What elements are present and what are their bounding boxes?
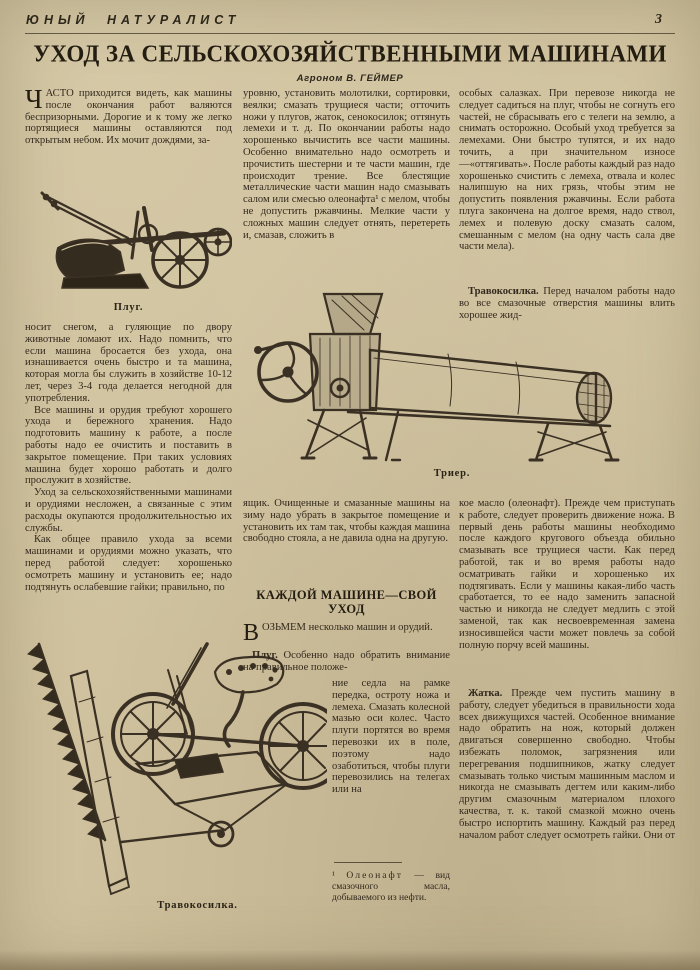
section-subhead: КАЖДОЙ МАШИНЕ—СВОЙ УХОД (256, 588, 437, 616)
paragraph-text: ние седла на рамке передка, остроту ножа и лемеха. Смазать колесной мазью оси колес. Часто плуги портятся во время перевозки их в поле, поэтому надо озаботиться, чтобы плуги перевозились на телегах или на (332, 678, 450, 796)
plow-illustration (28, 186, 232, 296)
footnote-rule (334, 862, 402, 863)
paragraph-text: Прежде чем пустить машину в работу, следует убедиться в правильности хода всех движущихся частей. Особенное внимание надо обратить на нож, который должен двигаться совершенно свободно. Чтобы избежать поломок, загрязнения или перегревания подшипников, жатку следует смазывать только чистым машинным маслом и никогда не смазывать дегтем или каким-либо другим смазочным материалом плохого качества, т. к. такой смазкой можно очень быстро испортить машину. Каждый раз перед началом работ следует осмотреть гайки. Они от (459, 688, 675, 841)
drop-cap: Ч (25, 88, 43, 114)
mower-illustration (25, 642, 327, 896)
paragraph-text: ОЗЬМЕМ несколько машин и орудий. (262, 622, 433, 633)
paragraph-text: Перед началом работы надо во все смазочные отверстия машины влить хорошее жид- (459, 286, 675, 321)
paragraph-text: носит снегом, а гуляющие по двору животные ломают их. Надо помнить, что если машина бросается без ухода, она изнашивается очень быстро и та машина, которая могла бы служить в хозяйстве 10-12 лет, через 3-4 года делается негодной для употребления. (25, 322, 232, 404)
column-3-paragraph-1 (459, 88, 675, 286)
paragraph-text: Как общее правило ухода за всеми машинами и орудиями можно указать, что перед работой следует: хорошенько осмотреть машину и установить ее; надо подтянуть ослабевшие гайки; правильно, по (25, 534, 232, 593)
column-2-paragraph-1 (243, 88, 450, 280)
article-byline: Агроном В. ГЕЙМЕР (296, 73, 404, 84)
paragraph-text: уровню, установить молотилки, сортировки, веялки; смазать трущиеся части; отточить ножи у плугов, жаток, сенокосилок; оттянуть лемехи и т. д. По окончании работы надо хорошенько вычистить все части машины. Особенно внимательно надо осмотреть и прочистить шестерни и те части машин, где происходит трение. Все блестящие металлические части машин надо смазывать салом или смесью олеонафта¹ с мелом, чтобы не допустить ржавчины. Мелкие части у сложных машин следует отнять, перетереть и, смазав, сложить в (243, 88, 450, 241)
paragraph-text: Уход за сельскохозяйственными машинами и орудиями несложен, а связанные с этим расходы окупаются продолжительностью их службы. (25, 487, 232, 534)
paragraph-text: особых салазках. При перевозе никогда не следует садиться на плуг, чтобы не согнуть его частей, не сбрасывать его с телеги на землю, а снимать осторожно. Особый уход требуется за лемехами. Они быстро тупятся, и их надо точить, а при значительном износе—«оттягивать». После работы каждый раз надо хорошенько счистить с лемеха, отвала и колес налипшую на них грязь, чтобы этим не допустить появления ржавчины. Если работа плуга закончена на долгое время, надо ствол, лемех и полевую доску смазать салом, смешанным с мелом (на одну часть сала две части мела). (459, 88, 675, 253)
page-number: 3 (655, 12, 662, 27)
column-2-paragraph-4-lead (243, 650, 450, 676)
footnote-mark: ¹ (332, 870, 335, 881)
paragraph-text: ящик. Очищенные и смазанные машины на зиму надо убрать в закрытое помещение и установить их там так, чтобы каждая машина свободно стояла, а не давила одна на другую. (243, 498, 450, 545)
column-3-paragraph-4 (459, 688, 675, 890)
footnote (332, 870, 450, 926)
column-1-paragraphs (25, 322, 232, 640)
column-3-paragraph-3 (459, 498, 675, 688)
header-rule (25, 33, 675, 34)
column-2-paragraph-3 (243, 622, 450, 648)
plow-caption: Плуг. (113, 302, 144, 313)
drop-cap: В (243, 622, 260, 646)
run-in-heading: Жатка. (468, 688, 503, 699)
column-2-paragraph-4-narrow (332, 678, 450, 856)
paragraph-text: кое масло (олеонафт). Прежде чем приступать к работе, следует проверить движение ножа. В первый день работы машины необходимо после каждого кругового объезда обильно смазывать все трущиеся части. Как перед работой, так и во время работы надо осматривать гайки и хорошенько их подтягивать. Если у машины какая-либо часть сработается, то ее надо заменить запасной частью и никогда не следует медлить с этой заменой, так как несвоевременная замена износившейся части может повлечь за собой полную порчу всей машины. (459, 498, 675, 651)
masthead: ЮНЫЙ НАТУРАЛИСТ (26, 13, 241, 27)
column-3-paragraph-2 (459, 286, 675, 324)
trier-caption: Триер. (433, 468, 471, 479)
column-2-paragraph-2 (243, 498, 450, 583)
mower-caption: Травокосилка. (157, 900, 238, 911)
run-in-heading: Травокосилка. (468, 286, 539, 297)
footnote-term: Олеонафт (346, 870, 403, 881)
column-1-paragraph-1 (25, 88, 232, 172)
article-title: УХОД ЗА СЕЛЬСКОХОЗЯЙСТВЕННЫМИ МАШИНАМИ (33, 40, 667, 67)
run-in-heading: Плуг. (252, 650, 278, 661)
paragraph-text: Особенно надо обратить внимание на правильное положе- (243, 650, 450, 673)
paragraph-text: АСТО приходится видеть, как машины после окончания работ валяются беспризорными. Дорогие и к тому же легко портящиеся машины оставляются под открытым небом. Их мочит дождями, за- (25, 88, 232, 147)
paragraph-text: Все машины и орудия требуют хорошего ухода и бережного хранения. Надо подготовить машину к работе, а после работы надо ее очистить и поставить в закрытое помещение. При таких условиях машина будет хорошо работать и долго прослужит в хозяйстве. (25, 404, 232, 487)
footnote-text: — вид смазочного масла, добываемого из нефти. (332, 870, 450, 903)
